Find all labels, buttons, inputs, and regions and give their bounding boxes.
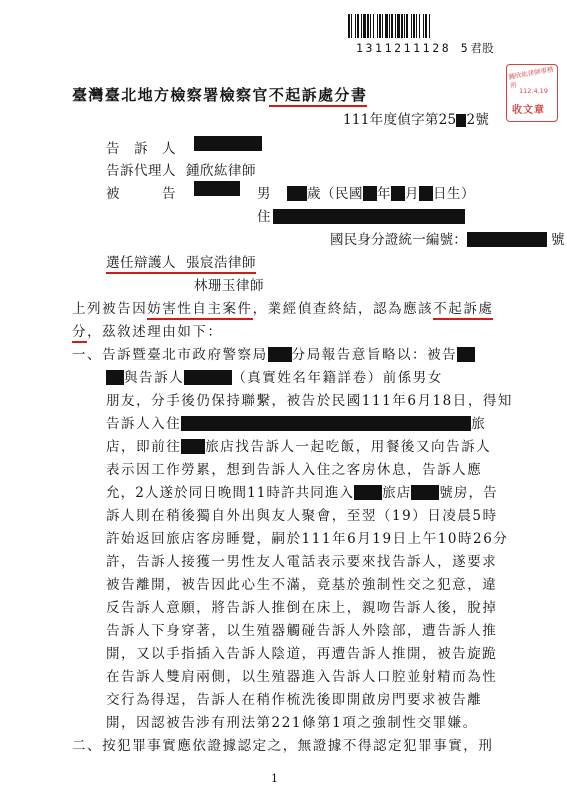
redaction	[181, 416, 471, 431]
para1-line-10: 許，告訴人接獲一男性友人電話表示要來找告訴人，遂要求	[106, 554, 498, 570]
para1-line-8: 訴人則在稍後獨自外出與友人聚會，至翌（19）日凌晨5時	[106, 508, 498, 524]
barcode-bar	[411, 14, 412, 38]
para1-line-6: 表示因工作勞累，想到告訴人入住之客房休息，告訴人應	[106, 462, 483, 478]
id-suffix: 號	[551, 232, 565, 248]
barcode-bar	[395, 14, 396, 38]
address-label: 住	[257, 209, 271, 225]
intro-text: 上列被告因	[72, 301, 148, 317]
barcode-bar	[391, 14, 393, 38]
stamp-label: 收文章	[512, 105, 545, 116]
para1-line-15: 在告訴人雙肩兩側，以生殖器進入告訴人口腔並射精而為性	[106, 669, 498, 685]
title-emphasis: 不起訴處分書	[269, 86, 367, 107]
barcode-bar	[379, 14, 381, 38]
barcode-bar	[429, 14, 430, 38]
barcode-bar	[357, 14, 359, 38]
id-label: 國民身分證統一編號：	[330, 232, 467, 248]
redaction	[268, 347, 292, 362]
text: 與告訴人	[124, 370, 185, 386]
decision: 分	[72, 324, 87, 343]
text: 旅店找告訴人一起吃飯，用餐後又向告訴人	[205, 439, 492, 455]
para1-line-11: 被告離開，被告因此心生不滿，竟基於強制性交之犯意，違	[106, 577, 498, 593]
title-prefix: 臺灣臺北地方檢察署檢察官	[72, 86, 269, 104]
intro-line-1	[72, 297, 493, 317]
barcode-bar	[373, 14, 374, 38]
document-title	[72, 84, 367, 105]
day-suffix: 日生）	[433, 186, 475, 202]
redaction	[391, 186, 405, 201]
para1-line-7	[106, 481, 498, 501]
barcode-bar	[367, 14, 369, 38]
agent-row	[106, 159, 256, 179]
text: 允，2人遂於同日晚間11時許共同進入	[106, 485, 355, 501]
text: 號房，告	[439, 485, 498, 501]
agent-name: 鍾欣紘律師	[186, 163, 256, 179]
address-row	[257, 205, 465, 225]
complainant-label: 告 訴 人	[106, 141, 176, 157]
text: 分局報告意旨略以：被告	[291, 347, 458, 363]
para1-line-12: 反告訴人意願，將告訴人推倒在床上，親吻告訴人後，脫掉	[106, 600, 498, 616]
barcode-bar	[361, 14, 362, 38]
barcode-bar	[370, 14, 371, 38]
division-label: 君股	[470, 41, 495, 55]
intro-text: ，業經偵查終結，認為應該	[252, 301, 434, 317]
text: 旅	[471, 416, 487, 432]
barcode-bar	[419, 14, 420, 38]
barcode-bar	[382, 14, 383, 38]
para1-line-4	[106, 412, 486, 432]
redaction-complainant-name	[194, 136, 262, 151]
intro-line-2	[72, 320, 223, 340]
barcode-bar	[348, 14, 350, 38]
page-number: 1	[271, 772, 278, 785]
para1-line-3: 朋友，分手後仍保持聯繫，被告於民國111年6月18日，得知	[106, 393, 513, 409]
redaction	[411, 485, 439, 500]
barcode	[348, 14, 498, 38]
redaction	[181, 439, 205, 454]
defense-name-1: 張宸浩律師	[186, 255, 256, 271]
id-row	[330, 228, 565, 248]
defense-counsel	[106, 255, 256, 274]
barcode-bar	[397, 14, 400, 38]
redaction	[419, 186, 433, 201]
stamp-date: 112.4.19	[519, 87, 548, 95]
redaction	[287, 186, 307, 201]
month-suffix: 月	[405, 186, 419, 202]
defense-row	[106, 251, 256, 271]
text: （真實姓名年籍詳卷）前係男女	[232, 370, 443, 386]
text: 旅店	[382, 485, 412, 501]
barcode-bar	[404, 14, 405, 38]
redaction-address	[273, 209, 465, 224]
barcode-bar	[377, 14, 378, 38]
receipt-stamp	[506, 64, 558, 122]
defendant-details	[257, 182, 475, 202]
barcode-bar	[385, 14, 388, 38]
para1-line-5	[106, 435, 491, 455]
redaction	[363, 186, 377, 201]
redaction	[354, 485, 382, 500]
stamp-office: 鍾欣紘律師事務所	[507, 65, 555, 91]
year-suffix: 年	[377, 186, 391, 202]
case-number-suffix: 2號	[466, 112, 490, 128]
defendant-gender: 男	[257, 186, 271, 202]
intro-text: ，茲敘述理由如下：	[87, 324, 223, 340]
para1-line-13: 告訴人下身穿著，以生殖器觸碰告訴人外陰部，遭告訴人推	[106, 623, 498, 639]
para1-line-14: 開，又以手指插入告訴人陰道，再遭告訴人推開，被告旋跪	[106, 646, 498, 662]
decision: 不起訴處	[433, 301, 493, 320]
barcode-bar	[423, 14, 424, 38]
para1-line-1	[72, 343, 475, 363]
redaction	[456, 114, 466, 127]
case-number	[343, 108, 489, 128]
charge: 妨害性自主案件	[147, 301, 252, 320]
age-suffix: 歲（民國	[307, 186, 363, 202]
defendant-label: 被 告	[106, 186, 176, 202]
para1-line-16: 交行為得逞，告訴人在稍作梳洗後即開啟房門要求被告離	[106, 692, 483, 708]
case-number-prefix: 111年度偵字第25	[343, 112, 457, 128]
text: 一、告訴暨臺北市政府警察局	[72, 347, 268, 363]
redaction	[457, 347, 475, 362]
barcode-number-row	[356, 40, 494, 56]
para1-line-2	[106, 366, 443, 386]
para1-line-17: 開，因認被告涉有刑法第221條第1項之強制性交罪嫌。	[106, 715, 478, 731]
para1-line-9: 許始返回旅店客房睡覺，嗣於111年6月19日上午10時26分	[106, 531, 509, 547]
barcode-bar	[389, 14, 390, 38]
barcode-bar	[355, 14, 356, 38]
defense-name-2: 林珊玉律師	[194, 278, 264, 294]
barcode-bar	[401, 14, 403, 38]
barcode-bar	[351, 14, 352, 38]
barcode-number: 1311211128 5	[356, 41, 471, 55]
defense-label: 選任辯護人	[106, 255, 176, 271]
redaction	[106, 370, 124, 385]
barcode-bar	[425, 14, 427, 38]
para2-line-1: 二、按犯罪事實應依證據認定之，無證據不得認定犯罪事實，刑	[72, 738, 494, 754]
redaction-id-number	[467, 232, 547, 247]
barcode-bar	[413, 14, 415, 38]
barcode-bar	[363, 14, 366, 38]
barcode-bar	[406, 14, 408, 38]
text: 告訴人入住	[106, 416, 182, 432]
redaction-defendant-name	[194, 181, 240, 196]
redaction	[184, 370, 232, 385]
agent-label: 告訴代理人	[106, 163, 176, 179]
barcode-bar	[416, 14, 417, 38]
text: 店，即前往	[106, 439, 182, 455]
complainant-row	[106, 137, 176, 157]
